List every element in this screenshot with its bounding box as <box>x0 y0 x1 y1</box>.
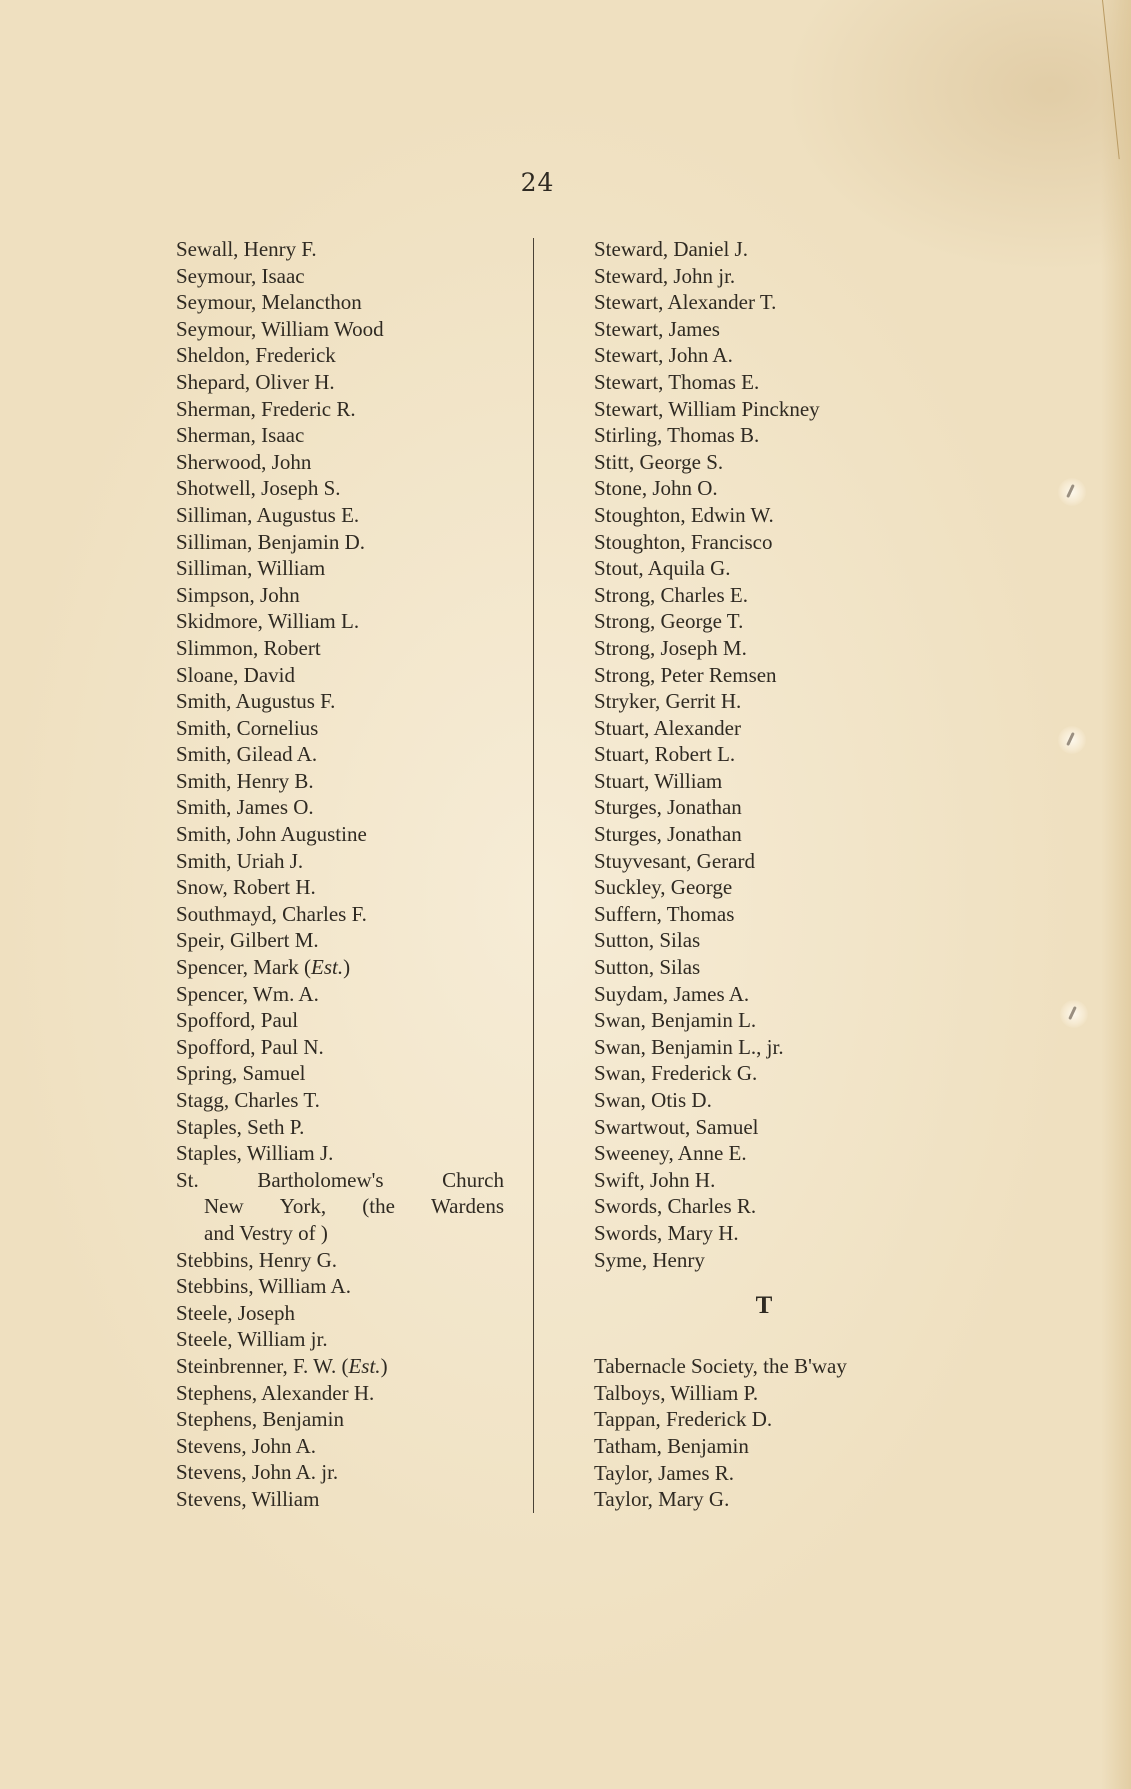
list-entry: Steward, Daniel J. <box>594 237 748 261</box>
right-column-list <box>594 236 934 1273</box>
list-entry: Strong, George T. <box>594 609 744 634</box>
list-entry: Smith, James O. <box>176 795 314 820</box>
list-entry: Sutton, Silas <box>594 955 701 980</box>
list-entry: Stitt, George S. <box>594 449 724 474</box>
list-entry: Staples, William J. <box>176 1141 334 1166</box>
list-entry: Smith, Gilead A. <box>176 742 318 767</box>
list-entry: Stuart, Robert L. <box>594 742 736 767</box>
list-entry: Swan, Otis D. <box>594 1088 712 1112</box>
list-entry: Stoughton, Francisco <box>594 529 773 554</box>
list-entry: Stewart, Alexander T. <box>594 290 777 315</box>
list-entry: Suckley, George <box>594 875 733 900</box>
list-entry: Seymour, Melancthon <box>176 290 362 315</box>
list-entry: Stuart, William <box>594 768 723 793</box>
list-entry: Stewart, James <box>594 316 720 341</box>
list-entry: Snow, Robert H. <box>176 875 316 900</box>
list-entry: Swan, Benjamin L., jr. <box>594 1034 784 1059</box>
list-entry-bartholomew-line1 <box>176 1167 504 1194</box>
right-column-t-list <box>594 1353 934 1513</box>
list-entry: Smith, Uriah J. <box>176 848 304 873</box>
list-entry: Spofford, Paul <box>176 1008 299 1033</box>
list-entry: Shotwell, Joseph S. <box>176 476 341 501</box>
list-entry: Steele, Joseph <box>176 1300 295 1325</box>
left-column <box>176 236 516 1513</box>
word: Wardens <box>431 1194 504 1219</box>
left-column-list <box>176 236 516 1167</box>
word: New <box>204 1194 244 1219</box>
list-entry: Stephens, Alexander H. <box>176 1380 375 1405</box>
list-entry-bartholomew-line2 <box>176 1193 504 1220</box>
list-entry: Spofford, Paul N. <box>176 1034 324 1059</box>
estate-abbrev: Est. <box>311 955 344 980</box>
list-entry: Stone, John O. <box>594 476 718 501</box>
list-entry: Sutton, Silas <box>594 928 701 953</box>
list-entry: Shepard, Oliver H. <box>176 369 335 394</box>
list-entry: Strong, Joseph M. <box>594 635 747 660</box>
list-entry: Tappan, Frederick D. <box>594 1407 773 1432</box>
list-entry: Sherman, Isaac <box>176 423 305 448</box>
list-entry: Sherwood, John <box>176 449 312 474</box>
list-entry: Suydam, James A. <box>594 981 750 1006</box>
list-entry: Spencer, Wm. A. <box>176 981 319 1006</box>
list-entry: Stephens, Benjamin <box>176 1407 344 1432</box>
list-entry: Smith, Cornelius <box>176 715 319 740</box>
list-entry: Tabernacle Society, the B'way <box>594 1354 847 1379</box>
word: Bartholomew's <box>257 1167 384 1192</box>
list-entry: Seymour, Isaac <box>176 263 305 288</box>
list-entry: Swan, Benjamin L. <box>594 1008 757 1033</box>
list-entry: Syme, Henry <box>594 1247 705 1272</box>
list-entry: Steinbrenner, F. W. (Est.) <box>176 1353 388 1378</box>
column-divider <box>533 238 534 1513</box>
page-edge-fold <box>1101 0 1131 1789</box>
left-column-list-continued <box>176 1247 516 1513</box>
list-entry: Stagg, Charles T. <box>176 1088 320 1112</box>
list-entry: Sheldon, Frederick <box>176 343 336 368</box>
list-entry: Stout, Aquila G. <box>594 556 731 581</box>
list-entry: Taylor, Mary G. <box>594 1487 730 1512</box>
list-entry: Southmayd, Charles F. <box>176 901 367 926</box>
list-entry: Sturges, Jonathan <box>594 795 742 820</box>
word: (the <box>362 1194 395 1219</box>
list-entry: Stirling, Thomas B. <box>594 423 760 448</box>
list-entry: Speir, Gilbert M. <box>176 928 319 953</box>
list-entry: Slimmon, Robert <box>176 635 321 660</box>
list-entry: Silliman, William <box>176 556 326 581</box>
word: St. <box>176 1167 199 1192</box>
estate-abbrev: Est. <box>348 1353 381 1378</box>
list-entry: Staples, Seth P. <box>176 1114 305 1139</box>
page-number: 24 <box>520 168 555 197</box>
list-entry: Spencer, Mark (Est.) <box>176 955 351 980</box>
list-entry: Steward, John jr. <box>594 263 736 288</box>
staple-hole-mark <box>1058 726 1086 754</box>
list-entry: Swartwout, Samuel <box>594 1114 759 1139</box>
list-entry: Stoughton, Edwin W. <box>594 502 774 527</box>
list-entry: Swords, Charles R. <box>594 1194 757 1219</box>
list-entry: Stuyvesant, Gerard <box>594 848 755 873</box>
list-entry: Sewall, Henry F. <box>176 237 317 261</box>
list-entry: Stebbins, William A. <box>176 1274 351 1299</box>
list-entry: Taylor, James R. <box>594 1460 734 1485</box>
list-entry: Skidmore, William L. <box>176 609 360 634</box>
list-entry: Tatham, Benjamin <box>594 1433 749 1458</box>
list-entry: Stevens, John A. jr. <box>176 1460 339 1485</box>
staple-hole-mark <box>1060 1000 1088 1028</box>
right-column <box>594 236 934 1513</box>
list-entry: Swords, Mary H. <box>594 1220 739 1245</box>
list-entry: Stebbins, Henry G. <box>176 1247 337 1272</box>
list-entry: Stewart, John A. <box>594 343 733 368</box>
list-entry: Simpson, John <box>176 582 300 607</box>
staple-hole-mark <box>1058 478 1086 506</box>
word: Church <box>442 1167 504 1192</box>
list-entry: Spring, Samuel <box>176 1061 306 1086</box>
list-entry: Stuart, Alexander <box>594 715 741 740</box>
list-entry: Swan, Frederick G. <box>594 1061 758 1086</box>
list-entry: Sweeney, Anne E. <box>594 1141 747 1166</box>
list-entry: Seymour, William Wood <box>176 316 384 341</box>
list-entry: Smith, Augustus F. <box>176 689 336 714</box>
list-entry: Stevens, William <box>176 1486 320 1511</box>
section-letter-heading: T <box>755 1292 773 1320</box>
word: York, <box>279 1194 327 1219</box>
list-entry: Talboys, William P. <box>594 1380 759 1405</box>
list-entry: Silliman, Augustus E. <box>176 502 360 527</box>
list-entry: Stewart, Thomas E. <box>594 369 760 394</box>
list-entry: Sturges, Jonathan <box>594 822 742 847</box>
list-entry: Sherman, Frederic R. <box>176 396 356 421</box>
list-entry: Silliman, Benjamin D. <box>176 529 365 554</box>
list-entry: Suffern, Thomas <box>594 901 735 926</box>
list-entry: Steele, William jr. <box>176 1327 328 1352</box>
list-entry: Sloane, David <box>176 662 295 687</box>
list-entry: Stevens, John A. <box>176 1433 317 1458</box>
list-entry: Swift, John H. <box>594 1167 716 1192</box>
list-entry: Strong, Charles E. <box>594 582 748 607</box>
list-entry: Smith, Henry B. <box>176 768 314 793</box>
list-entry: Stryker, Gerrit H. <box>594 689 742 714</box>
list-entry: Strong, Peter Remsen <box>594 662 777 687</box>
list-entry-bartholomew-line3: and Vestry of ) <box>204 1220 328 1245</box>
list-entry: Stewart, William Pinckney <box>594 396 820 421</box>
list-entry: Smith, John Augustine <box>176 822 367 847</box>
